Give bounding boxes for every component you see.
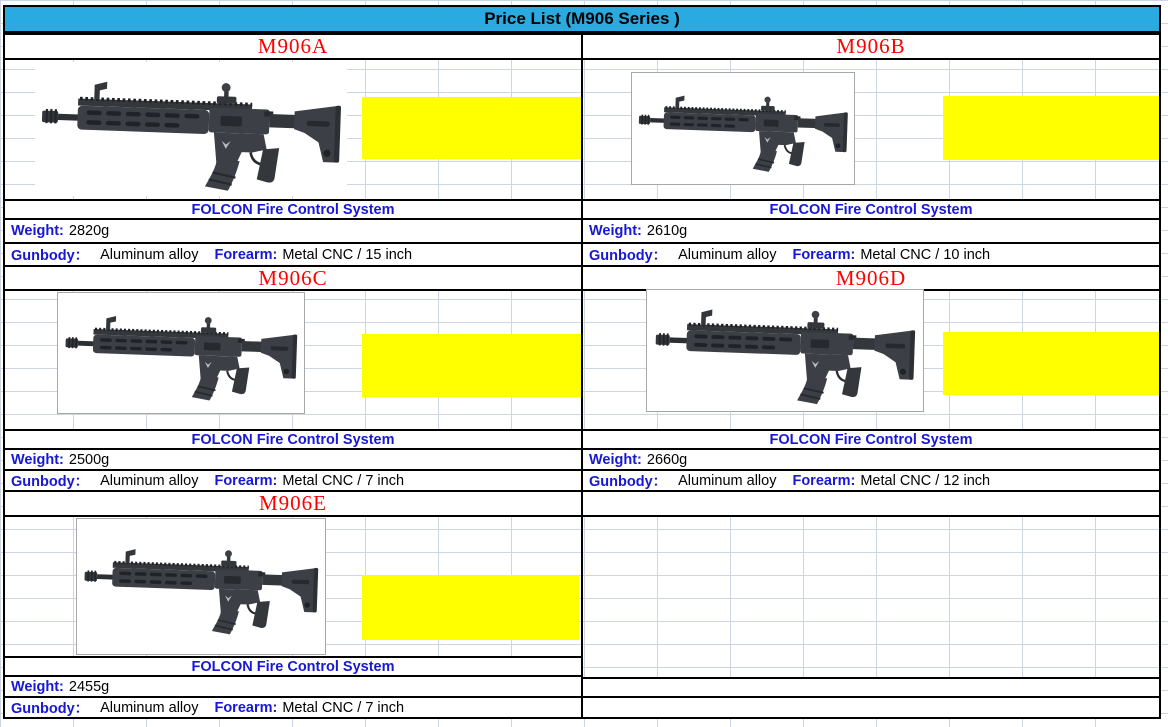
forearm-value-m906d: Metal CNC / 12 inch (860, 472, 991, 489)
product-name-m906b: M906B (583, 33, 1161, 60)
rifle-image-m906c (64, 303, 298, 403)
forearm-label: Forearm: (214, 472, 278, 489)
forearm-label: Forearm: (214, 699, 278, 716)
forearm-label: Forearm: (792, 246, 856, 263)
gunbody-row-m906d (583, 471, 1161, 492)
forearm-value-m906a: Metal CNC / 15 inch (282, 246, 413, 263)
product-photo-m906b (631, 72, 855, 185)
weight-label: Weight: (11, 678, 64, 695)
gunbody-label: Gunbody： (589, 474, 668, 490)
weight-row-m906e (3, 677, 583, 698)
weight-label: Weight: (11, 451, 64, 468)
weight-value-m906b: 2610g (646, 223, 688, 239)
empty-row-cell (583, 677, 1161, 698)
fire-control-label-m906b: FOLCON Fire Control System (583, 199, 1161, 220)
product-photo-m906c (57, 292, 305, 414)
product-name-m906a: M906A (3, 33, 583, 60)
product-name-m906e: M906E (3, 492, 583, 517)
gunbody-label: Gunbody： (11, 474, 90, 490)
weight-value-m906d: 2660g (646, 451, 688, 468)
forearm-label: Forearm: (792, 472, 856, 489)
product-photo-m906e (76, 518, 326, 655)
price-highlight-cell-m906c[interactable] (362, 334, 581, 397)
fire-control-label-m906e: FOLCON Fire Control System (3, 656, 583, 677)
product-photo-m906a (35, 62, 347, 196)
weight-row-m906c (3, 450, 583, 471)
weight-label: Weight: (589, 223, 642, 239)
weight-value-m906e: 2455g (68, 678, 110, 695)
forearm-label: Forearm: (214, 246, 278, 263)
weight-row-m906a (3, 220, 583, 244)
page-title: Price List (M906 Series ) (3, 5, 1161, 33)
gunbody-label: Gunbody： (11, 248, 90, 264)
rifle-image-m906b (637, 84, 849, 174)
fire-control-label-m906a: FOLCON Fire Control System (3, 199, 583, 220)
weight-label: Weight: (11, 223, 64, 239)
price-highlight-cell-m906b[interactable] (943, 96, 1159, 160)
price-highlight-cell-m906d[interactable] (943, 332, 1159, 395)
empty-header-cell (583, 492, 1161, 517)
gunbody-row-m906e (3, 698, 583, 719)
empty-row-cell (583, 698, 1161, 719)
gunbody-value-m906b: Aluminum alloy (678, 246, 777, 263)
rifle-image-m906e (83, 536, 319, 637)
weight-row-m906b (583, 220, 1161, 244)
gunbody-row-m906a (3, 244, 583, 267)
empty-grid-area (583, 517, 1161, 677)
price-highlight-cell-m906a[interactable] (362, 97, 581, 159)
rifle-image-m906a (40, 65, 342, 194)
gunbody-label: Gunbody： (589, 248, 668, 264)
gunbody-value-m906d: Aluminum alloy (678, 472, 777, 489)
gunbody-row-m906b (583, 244, 1161, 267)
forearm-value-m906b: Metal CNC / 10 inch (860, 246, 991, 263)
product-photo-m906d (646, 289, 924, 412)
weight-value-m906a: 2820g (68, 223, 110, 239)
gunbody-label: Gunbody： (11, 701, 90, 717)
product-name-m906c: M906C (3, 267, 583, 291)
gunbody-row-m906c (3, 471, 583, 492)
gunbody-value-m906a: Aluminum alloy (100, 246, 199, 263)
gunbody-value-m906e: Aluminum alloy (100, 699, 199, 716)
weight-row-m906d (583, 450, 1161, 471)
forearm-value-m906e: Metal CNC / 7 inch (282, 699, 405, 716)
fire-control-label-m906d: FOLCON Fire Control System (583, 429, 1161, 450)
weight-label: Weight: (589, 451, 642, 468)
product-name-m906d: M906D (583, 267, 1161, 291)
price-highlight-cell-m906e[interactable] (362, 575, 579, 640)
rifle-image-m906d (654, 295, 916, 407)
weight-value-m906c: 2500g (68, 451, 110, 468)
fire-control-label-m906c: FOLCON Fire Control System (3, 429, 583, 450)
gunbody-value-m906c: Aluminum alloy (100, 472, 199, 489)
forearm-value-m906c: Metal CNC / 7 inch (282, 472, 405, 489)
